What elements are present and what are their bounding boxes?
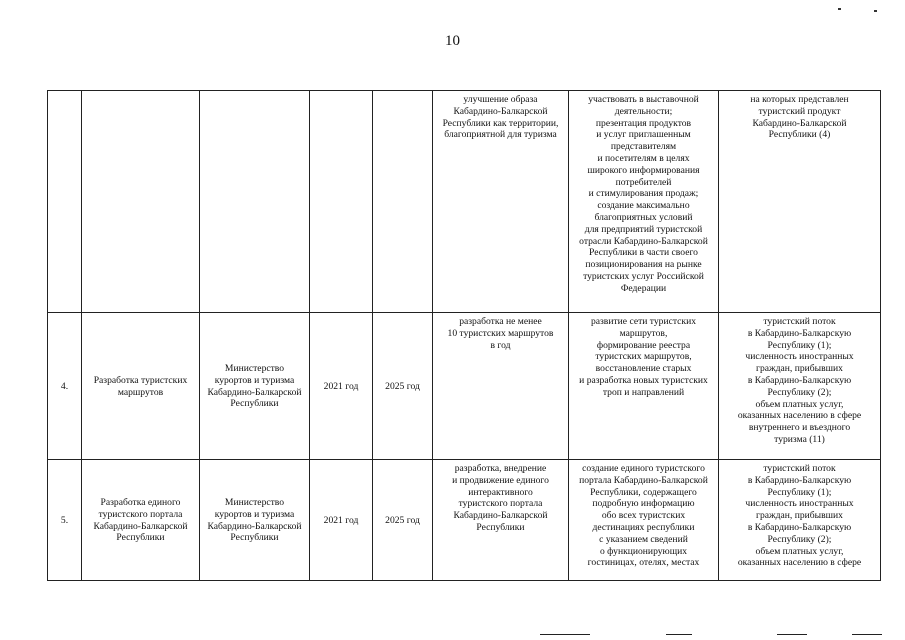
activity-name <box>82 91 200 313</box>
end-year: 2025 год <box>373 460 433 581</box>
expected-result: разработка, внедрение и продвижение единого интерактивного туристского портала Кабардино-Балкарской Республики <box>433 460 569 581</box>
target-indicator: на которых представлен туристский продукт Кабардино-Балкарской Республики (4) <box>719 91 881 313</box>
footer-mark <box>666 634 692 635</box>
expected-result: разработка не менее 10 туристских маршрутов в год <box>433 313 569 460</box>
activity-content: создание единого туристского портала Кабардино-Балкарской Республики, содержащего подробную информацию обо всех туристских дестинациях республики с указанием сведений о функционирующих гостиницах, отелях, местах <box>569 460 719 581</box>
activity-content: участвовать в выставочной деятельности; презентация продуктов и услуг приглашенным представителям и посетителям в целях широкого информирования потребителей и стимулирования продаж; создание максимально благоприятных условий для предприятий туристской отрасли Кабардино-Балкарской Республики в части своего позиционирования на рынке туристских услуг Российской Федерации <box>569 91 719 313</box>
table-row <box>48 460 881 581</box>
start-year: 2021 год <box>310 313 373 460</box>
target-indicator: туристский поток в Кабардино-Балкарскую Республику (1); численность иностранных граждан, прибывших в Кабардино-Балкарскую Республику (2); объем платных услуг, оказанных населению в сфере <box>719 460 881 581</box>
footer-mark <box>777 634 807 635</box>
activity-name: Разработка туристских маршрутов <box>82 313 200 460</box>
expected-result: улучшение образа Кабардино-Балкарской Республики как территории, благоприятной для туризма <box>433 91 569 313</box>
target-indicator: туристский поток в Кабардино-Балкарскую Республику (1); численность иностранных граждан, прибывших в Кабардино-Балкарскую Республику (2); объем платных услуг, оказанных населению в сфере внутреннего и въездного туризма (11) <box>719 313 881 460</box>
executor <box>200 91 310 313</box>
activity-name: Разработка единого туристского портала Кабардино-Балкарской Республики <box>82 460 200 581</box>
table-row <box>48 313 881 460</box>
footer-mark <box>852 634 882 635</box>
page-number: 10 <box>445 33 460 49</box>
scan-speck <box>874 10 877 12</box>
end-year <box>373 91 433 313</box>
scan-speck <box>838 8 841 10</box>
row-number <box>48 91 82 313</box>
row-number: 5. <box>48 460 82 581</box>
row-number: 4. <box>48 313 82 460</box>
activity-content: развитие сети туристских маршрутов, формирование реестра туристских маршрутов, восстановление старых и разработка новых туристских троп и направлений <box>569 313 719 460</box>
program-table <box>47 90 881 581</box>
executor: Министерство курортов и туризма Кабардино-Балкарской Республики <box>200 313 310 460</box>
start-year <box>310 91 373 313</box>
table-row <box>48 91 881 313</box>
footer-mark <box>540 634 590 635</box>
executor: Министерство курортов и туризма Кабардино-Балкарской Республики <box>200 460 310 581</box>
end-year: 2025 год <box>373 313 433 460</box>
start-year: 2021 год <box>310 460 373 581</box>
